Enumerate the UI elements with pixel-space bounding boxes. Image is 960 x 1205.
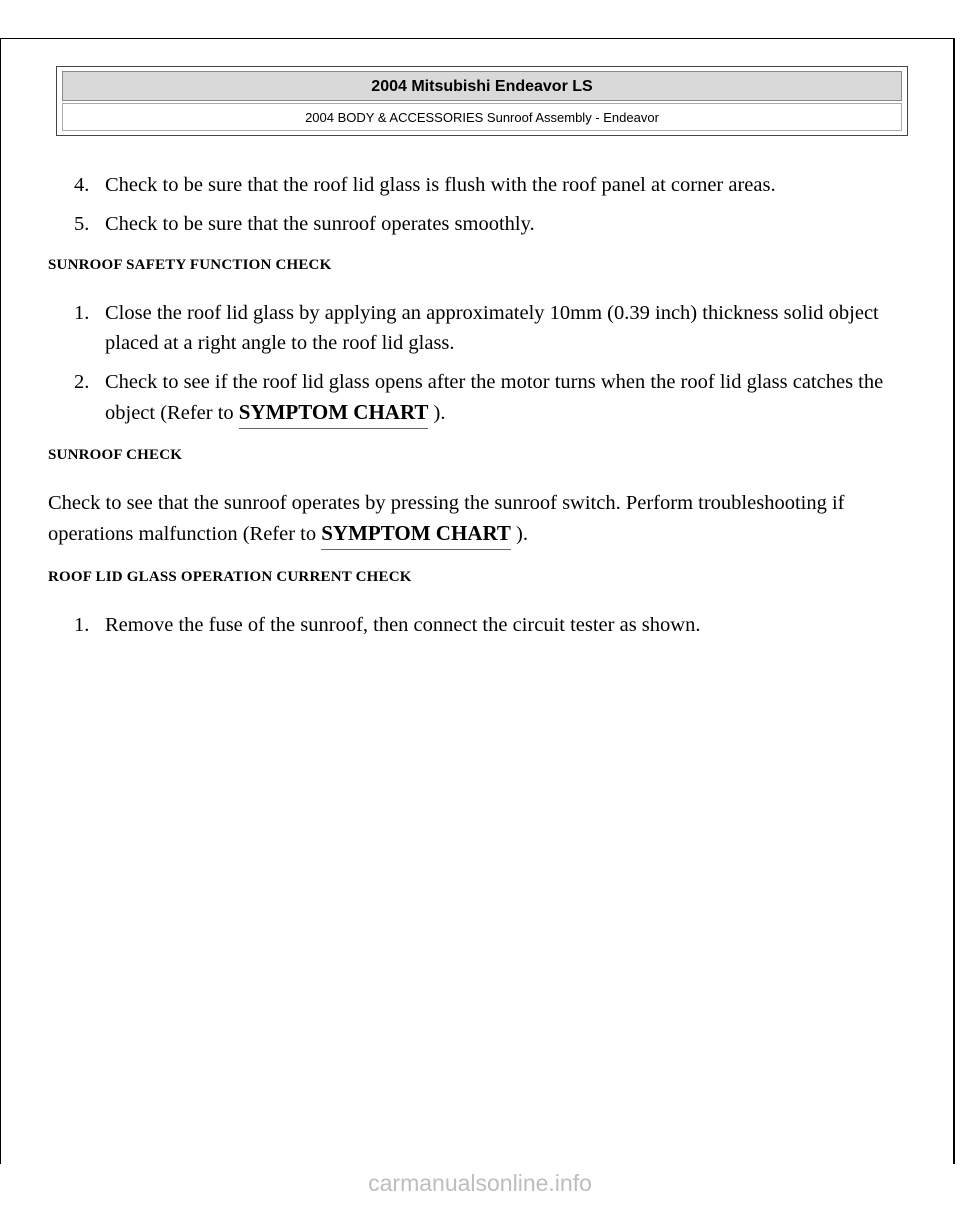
symptom-chart-link[interactable]: SYMPTOM CHART bbox=[321, 518, 511, 550]
paragraph-text: Check to see that the sunroof operates by pressing the sunroof switch. Perform troubleshooting if operations malfunction (Refer to bbox=[48, 492, 845, 545]
step-text: Check to see if the roof lid glass opens after the motor turns when the roof lid glass catches the object (Refer to bbox=[105, 371, 884, 424]
step-text-end: ). bbox=[428, 402, 446, 424]
step-text: Close the roof lid glass by applying an approximately 10mm (0.39 inch) thickness solid object placed at a right angle to the roof lid glass. bbox=[105, 302, 879, 354]
steps-list-current bbox=[48, 610, 908, 640]
list-item bbox=[48, 170, 908, 200]
list-item bbox=[48, 209, 908, 239]
step-number: 5. bbox=[74, 213, 90, 235]
step-text: Check to be sure that the sunroof operates smoothly. bbox=[105, 213, 535, 235]
section-heading-safety: SUNROOF SAFETY FUNCTION CHECK bbox=[48, 257, 332, 273]
symptom-chart-link[interactable]: SYMPTOM CHART bbox=[239, 397, 429, 429]
list-item bbox=[48, 367, 908, 429]
steps-list-safety bbox=[48, 298, 908, 429]
list-item bbox=[48, 610, 908, 640]
document-header bbox=[56, 66, 908, 136]
section-heading-sunroof-check: SUNROOF CHECK bbox=[48, 447, 183, 463]
paragraph-text-end: ). bbox=[510, 523, 528, 545]
step-number: 2. bbox=[74, 371, 90, 393]
document-content bbox=[48, 170, 908, 649]
vehicle-title: 2004 Mitsubishi Endeavor LS bbox=[62, 71, 902, 101]
step-text: Remove the fuse of the sunroof, then connect the circuit tester as shown. bbox=[105, 614, 701, 636]
step-number: 4. bbox=[74, 174, 90, 196]
step-number: 1. bbox=[74, 302, 90, 324]
step-text: Check to be sure that the roof lid glass is flush with the roof panel at corner areas. bbox=[105, 174, 776, 196]
section-subtitle: 2004 BODY & ACCESSORIES Sunroof Assembly - Endeavor bbox=[62, 103, 902, 131]
steps-list-top bbox=[48, 170, 908, 239]
list-item bbox=[48, 298, 908, 358]
step-number: 1. bbox=[74, 614, 90, 636]
section-heading-current-check: ROOF LID GLASS OPERATION CURRENT CHECK bbox=[48, 569, 412, 585]
watermark: carmanualsonline.info bbox=[368, 1170, 592, 1196]
sunroof-check-paragraph bbox=[48, 488, 908, 550]
